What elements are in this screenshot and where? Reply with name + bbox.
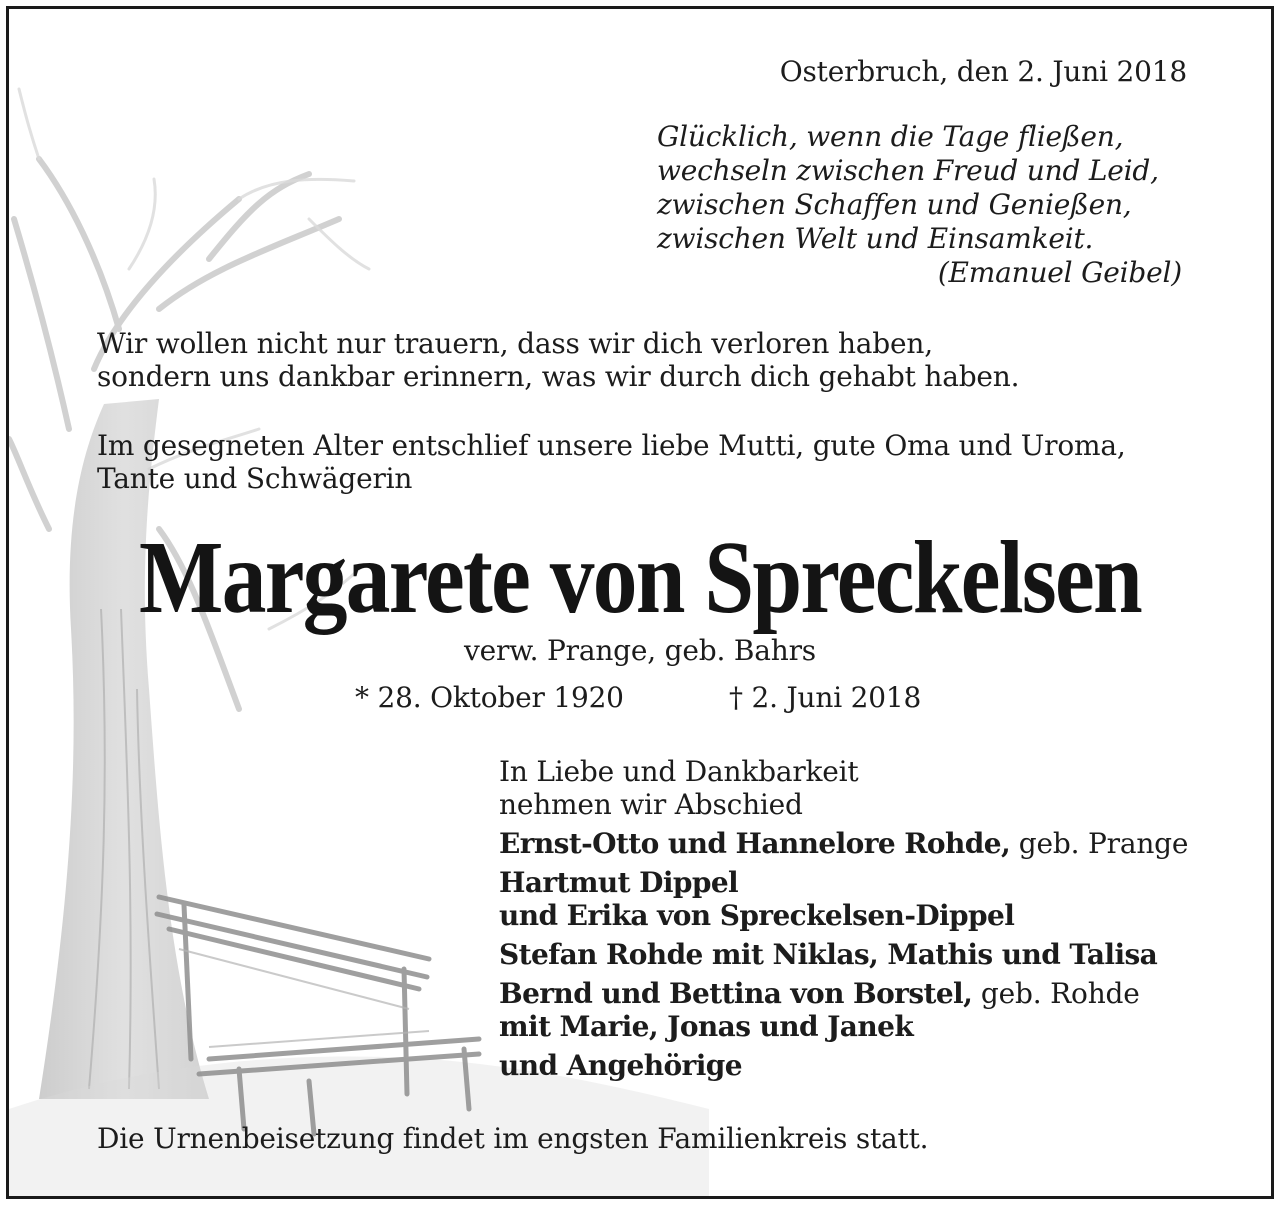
mourner-entry [499,899,1188,932]
mourner-suffix: geb. Prange [1010,827,1189,860]
poem-line: wechseln zwischen Freud und Leid, [657,154,1159,187]
poem [657,120,1187,290]
mourners-list [499,755,1188,1082]
intro-line: Wir wollen nicht nur trauern, dass wir dich verloren haben, [97,327,933,360]
mourner-entry [499,827,1188,860]
intro-text [97,327,1019,393]
announcement-line: Tante und Schwägerin [97,462,413,495]
mourner-name: und Erika von Spreckelsen-Dippel [499,899,1015,932]
deceased-name: Margarete von Spreckelsen [139,520,1141,635]
mourner-entry [499,1049,1188,1082]
mourner-entry [499,977,1188,1010]
obituary-notice [6,6,1274,1199]
mourners-intro: nehmen wir Abschied [499,788,803,821]
mourner-entry [499,866,1188,899]
birth-date: * 28. Oktober 1920 [355,681,624,714]
mourner-name: mit Marie, Jonas und Janek [499,1010,914,1043]
mourner-name: Stefan Rohde mit Niklas, Mathis und Talisa [499,938,1158,971]
place-date: Osterbruch, den 2. Juni 2018 [779,55,1187,88]
poem-line: zwischen Schaffen und Genießen, [657,188,1132,221]
mourner-entry [499,938,1188,971]
poem-line: zwischen Welt und Einsamkeit. [657,222,1094,255]
mourner-name: Hartmut Dippel [499,866,739,899]
mourner-name: und Angehörige [499,1049,742,1082]
mourner-name: Bernd und Bettina von Borstel, [499,977,973,1010]
intro-line: sondern uns dankbar erinnern, was wir durch dich gehabt haben. [97,360,1020,393]
poem-author: (Emanuel Geibel) [937,256,1182,289]
mourner-suffix: geb. Rohde [972,977,1140,1010]
mourner-entry [499,1010,1188,1043]
burial-note: Die Urnenbeisetzung findet im engsten Familienkreis statt. [97,1122,929,1155]
announcement-line: Im gesegneten Alter entschlief unsere liebe Mutti, gute Oma und Uroma, [97,429,1126,462]
mourners-intro: In Liebe und Dankbarkeit [499,755,859,788]
poem-line: Glücklich, wenn die Tage fließen, [657,120,1124,153]
death-date: † 2. Juni 2018 [729,681,922,714]
birth-names: verw. Prange, geb. Bahrs [464,634,816,667]
announcement-text [97,429,1126,495]
mourner-name: Ernst-Otto und Hannelore Rohde, [499,827,1011,860]
